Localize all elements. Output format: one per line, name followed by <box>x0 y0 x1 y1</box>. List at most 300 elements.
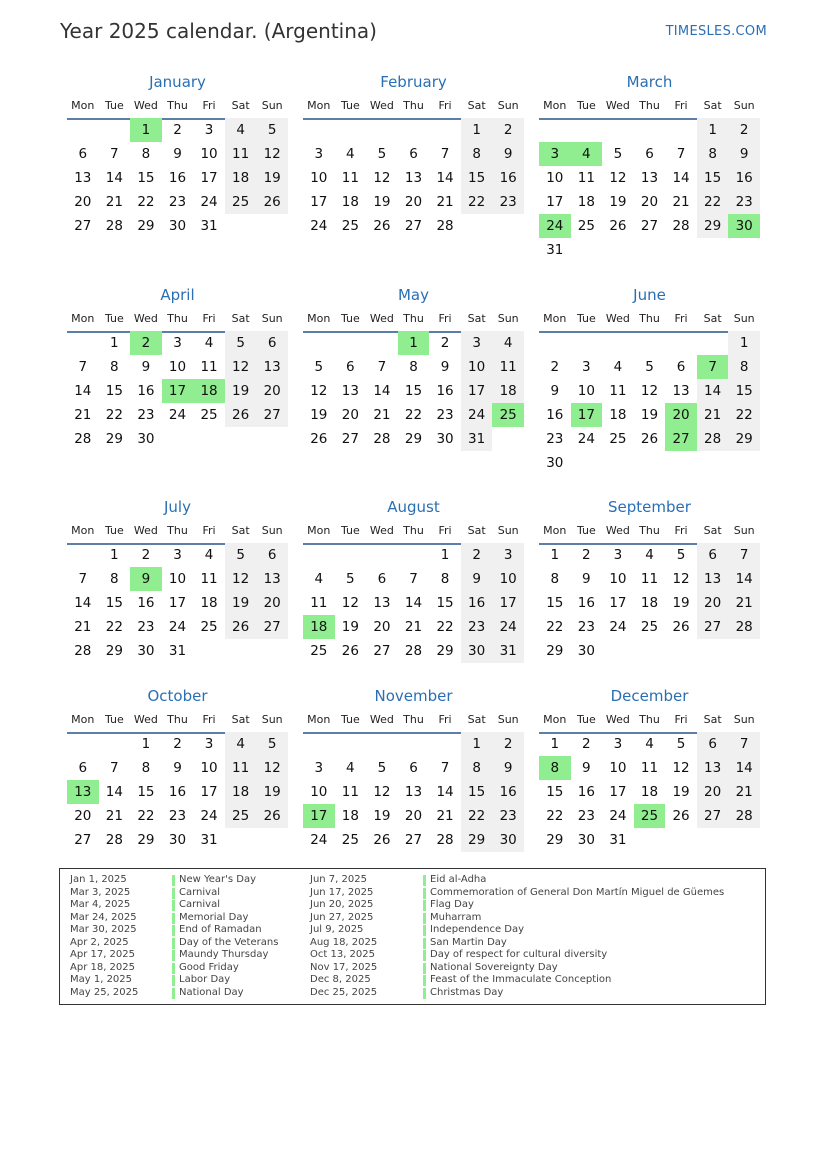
day-cell: 2 <box>550 359 560 375</box>
day-cell: 5 <box>256 732 288 756</box>
day-cell: 5 <box>645 359 654 375</box>
weekday-header: Thu <box>403 312 424 325</box>
holiday-marker <box>423 950 426 961</box>
weekday-header: Thu <box>167 99 188 112</box>
day-cell: 6 <box>676 359 686 375</box>
day-cell: 9 <box>492 756 524 780</box>
day-cell: 27 <box>74 832 92 848</box>
day-cell: 11 <box>225 142 257 166</box>
weekday-header: Fri <box>438 99 452 112</box>
holiday-date: Mar 30, 2025 <box>70 924 137 935</box>
day-cell: 14 <box>404 595 423 611</box>
holiday-name: Commemoration of General Don Martín Miguel de Güemes <box>430 886 725 898</box>
day-cell: 26 <box>225 615 257 639</box>
day-cell: 28 <box>436 832 454 848</box>
day-cell: 16 <box>168 784 187 800</box>
holiday-day-cell: 27 <box>665 427 697 451</box>
day-cell: 15 <box>105 383 123 399</box>
day-cell: 22 <box>461 804 493 828</box>
weekday-header: Sat <box>467 312 486 325</box>
holiday-day-cell: 1 <box>398 331 430 355</box>
holiday-date: Jan 1, 2025 <box>70 874 127 885</box>
day-cell: 25 <box>577 218 595 234</box>
day-cell: 12 <box>256 142 288 166</box>
holiday-day-cell: 1 <box>130 118 162 142</box>
weekday-header: Sun <box>261 713 283 726</box>
holiday-name: Eid al-Adha <box>430 874 487 885</box>
day-cell: 18 <box>577 194 595 210</box>
day-cell: 10 <box>609 760 627 776</box>
day-cell: 4 <box>204 335 214 351</box>
day-cell: 20 <box>256 379 288 403</box>
holiday-day-cell: 25 <box>492 403 524 427</box>
day-cell: 29 <box>137 218 155 234</box>
day-cell: 22 <box>137 194 155 210</box>
day-cell: 29 <box>697 214 729 238</box>
holiday-marker <box>172 963 175 974</box>
day-cell: 1 <box>461 118 493 142</box>
day-cell: 29 <box>546 643 564 659</box>
holiday-name: New Year's Day <box>179 874 257 885</box>
day-cell: 9 <box>173 760 182 776</box>
holiday-date: May 1, 2025 <box>70 974 133 985</box>
day-cell: 23 <box>461 615 493 639</box>
day-cell: 12 <box>225 567 257 591</box>
weekday-header: Mon <box>307 524 331 537</box>
holiday-name: Muharram <box>430 911 482 923</box>
day-cell: 8 <box>110 571 119 587</box>
day-cell: 31 <box>609 832 627 848</box>
day-cell: 4 <box>225 118 257 142</box>
day-cell: 16 <box>137 383 155 399</box>
day-cell: 31 <box>200 218 218 234</box>
day-cell: 7 <box>409 571 418 587</box>
day-cell: 3 <box>173 335 182 351</box>
day-cell: 29 <box>404 431 423 447</box>
holiday-day-cell: 13 <box>67 780 99 804</box>
day-cell: 12 <box>341 595 359 611</box>
day-cell: 23 <box>577 808 595 824</box>
day-cell: 8 <box>141 760 151 776</box>
day-cell: 28 <box>436 218 454 234</box>
day-cell: 3 <box>613 736 623 752</box>
holiday-name: Carnival <box>179 886 220 898</box>
weekday-header: Tue <box>104 524 124 537</box>
day-cell: 10 <box>200 760 218 776</box>
day-cell: 23 <box>137 619 155 635</box>
day-cell: 25 <box>310 643 328 659</box>
day-cell: 20 <box>697 780 729 804</box>
holiday-name: Feast of the Immaculate Conception <box>430 974 612 985</box>
month-name: January <box>149 73 206 91</box>
day-cell: 8 <box>110 359 119 375</box>
day-cell: 18 <box>609 407 627 423</box>
weekday-header: Sun <box>497 99 519 112</box>
day-cell: 31 <box>168 643 187 659</box>
holiday-day-cell: 30 <box>728 214 760 238</box>
day-cell: 11 <box>200 571 218 587</box>
day-cell: 9 <box>461 567 493 591</box>
day-cell: 3 <box>314 146 324 162</box>
holiday-marker <box>172 938 175 949</box>
day-cell: 4 <box>314 571 324 587</box>
day-cell: 10 <box>492 567 524 591</box>
weekday-header: Tue <box>576 312 596 325</box>
weekday-header: Wed <box>605 312 630 325</box>
day-cell: 23 <box>137 407 155 423</box>
day-cell: 12 <box>310 383 328 399</box>
day-cell: 9 <box>728 142 760 166</box>
day-cell: 13 <box>256 355 288 379</box>
weekday-header: Tue <box>576 524 596 537</box>
day-cell: 24 <box>609 808 627 824</box>
weekday-header: Fri <box>202 312 216 325</box>
weekday-header: Wed <box>369 312 394 325</box>
day-cell: 30 <box>577 643 595 659</box>
day-cell: 20 <box>404 194 423 210</box>
header-rule <box>539 331 760 333</box>
day-cell: 21 <box>697 403 729 427</box>
day-cell: 13 <box>404 784 423 800</box>
day-cell: 17 <box>609 595 627 611</box>
day-cell: 13 <box>341 383 359 399</box>
day-cell: 26 <box>225 403 257 427</box>
day-cell: 1 <box>550 736 560 752</box>
weekday-header: Sat <box>703 312 722 325</box>
holiday-name: Independence Day <box>430 924 525 935</box>
day-cell: 21 <box>105 194 123 210</box>
day-cell: 6 <box>78 760 88 776</box>
day-cell: 11 <box>200 359 218 375</box>
weekday-header: Mon <box>71 713 95 726</box>
day-cell: 11 <box>341 784 359 800</box>
day-cell: 1 <box>141 736 151 752</box>
weekday-header: Sun <box>497 713 519 726</box>
holiday-day-cell: 9 <box>130 567 162 591</box>
day-cell: 15 <box>697 166 729 190</box>
weekday-header: Fri <box>674 524 688 537</box>
weekday-header: Thu <box>639 524 660 537</box>
day-cell: 22 <box>105 407 123 423</box>
weekday-header: Thu <box>639 99 660 112</box>
day-cell: 18 <box>225 166 257 190</box>
day-cell: 19 <box>310 407 328 423</box>
day-cell: 15 <box>546 595 564 611</box>
weekday-header: Sun <box>497 312 519 325</box>
day-cell: 17 <box>200 784 218 800</box>
day-cell: 8 <box>440 571 450 587</box>
day-cell: 12 <box>609 170 627 186</box>
weekday-header: Sun <box>261 99 283 112</box>
day-cell: 5 <box>676 547 686 563</box>
day-cell: 14 <box>728 567 760 591</box>
day-cell: 9 <box>440 359 450 375</box>
holiday-name: Flag Day <box>430 899 474 910</box>
day-cell: 9 <box>550 383 560 399</box>
holiday-day-cell: 20 <box>665 403 697 427</box>
day-cell: 16 <box>728 166 760 190</box>
month-name: July <box>164 498 191 516</box>
day-cell: 2 <box>492 732 524 756</box>
day-cell: 7 <box>110 146 119 162</box>
day-cell: 8 <box>461 756 493 780</box>
day-cell: 30 <box>461 639 493 663</box>
day-cell: 24 <box>310 218 328 234</box>
day-cell: 4 <box>225 732 257 756</box>
month-name: December <box>610 687 689 705</box>
holiday-marker <box>423 875 426 886</box>
day-cell: 26 <box>373 832 391 848</box>
day-cell: 7 <box>110 760 119 776</box>
day-cell: 30 <box>546 455 564 471</box>
day-cell: 30 <box>577 832 595 848</box>
day-cell: 6 <box>697 732 729 756</box>
weekday-header: Tue <box>576 713 596 726</box>
day-cell: 1 <box>110 335 119 351</box>
day-cell: 22 <box>546 619 564 635</box>
day-cell: 17 <box>310 194 328 210</box>
weekday-header: Thu <box>167 713 188 726</box>
day-cell: 20 <box>74 194 92 210</box>
day-cell: 12 <box>640 383 659 399</box>
weekday-header: Wed <box>605 99 630 112</box>
holiday-name: Christmas Day <box>430 986 504 998</box>
month-name: November <box>374 687 453 705</box>
holiday-name: Day of respect for cultural diversity <box>430 949 608 960</box>
day-cell: 30 <box>168 832 187 848</box>
day-cell: 3 <box>582 359 591 375</box>
day-cell: 29 <box>137 832 155 848</box>
day-cell: 9 <box>173 146 182 162</box>
weekday-header: Wed <box>605 524 630 537</box>
day-cell: 9 <box>582 760 591 776</box>
weekday-header: Thu <box>167 312 188 325</box>
holiday-marker <box>423 975 426 986</box>
day-cell: 20 <box>640 194 659 210</box>
holiday-date: Jun 27, 2025 <box>310 911 374 923</box>
day-cell: 2 <box>141 547 151 563</box>
day-cell: 13 <box>373 595 391 611</box>
weekday-header: Sat <box>467 524 486 537</box>
day-cell: 11 <box>492 355 524 379</box>
weekday-header: Fri <box>438 713 452 726</box>
holiday-marker <box>423 900 426 911</box>
holiday-day-cell: 7 <box>697 355 729 379</box>
day-cell: 6 <box>409 760 418 776</box>
day-cell: 14 <box>373 383 391 399</box>
day-cell: 23 <box>577 619 595 635</box>
day-cell: 3 <box>204 122 214 138</box>
day-cell: 2 <box>173 122 182 138</box>
weekday-header: Sun <box>733 312 755 325</box>
day-cell: 20 <box>74 808 92 824</box>
day-cell: 11 <box>225 756 257 780</box>
day-cell: 19 <box>640 407 659 423</box>
weekday-header: Fri <box>674 312 688 325</box>
weekday-header: Sun <box>733 713 755 726</box>
day-cell: 27 <box>74 218 92 234</box>
day-cell: 21 <box>436 194 454 210</box>
weekday-header: Mon <box>71 524 95 537</box>
day-cell: 18 <box>341 808 359 824</box>
day-cell: 10 <box>310 170 328 186</box>
day-cell: 25 <box>225 804 257 828</box>
holiday-marker <box>172 988 175 999</box>
holiday-marker <box>172 950 175 961</box>
weekday-header: Sun <box>261 312 283 325</box>
day-cell: 7 <box>78 571 88 587</box>
day-cell: 28 <box>728 804 760 828</box>
day-cell: 21 <box>728 591 760 615</box>
day-cell: 14 <box>74 383 92 399</box>
holiday-day-cell: 17 <box>571 403 603 427</box>
day-cell: 13 <box>672 383 690 399</box>
day-cell: 16 <box>436 383 454 399</box>
day-cell: 20 <box>256 591 288 615</box>
day-cell: 7 <box>78 359 88 375</box>
weekday-header: Thu <box>639 713 660 726</box>
day-cell: 27 <box>256 615 288 639</box>
holiday-marker <box>423 925 426 936</box>
day-cell: 14 <box>74 595 92 611</box>
holiday-date: Jun 20, 2025 <box>310 899 374 910</box>
day-cell: 18 <box>200 595 218 611</box>
day-cell: 11 <box>341 170 359 186</box>
day-cell: 9 <box>141 359 151 375</box>
day-cell: 23 <box>728 190 760 214</box>
weekday-header: Mon <box>307 713 331 726</box>
weekday-header: Tue <box>340 312 360 325</box>
holiday-day-cell: 18 <box>303 615 335 639</box>
weekday-header: Sat <box>467 99 486 112</box>
day-cell: 5 <box>377 146 387 162</box>
holiday-name: Carnival <box>179 899 220 910</box>
day-cell: 28 <box>105 218 123 234</box>
day-cell: 6 <box>346 359 355 375</box>
day-cell: 9 <box>492 142 524 166</box>
month-name: September <box>608 498 691 516</box>
day-cell: 1 <box>110 547 119 563</box>
weekday-header: Wed <box>369 524 394 537</box>
day-cell: 7 <box>728 543 760 567</box>
weekday-header: Thu <box>403 99 424 112</box>
day-cell: 22 <box>546 808 564 824</box>
day-cell: 26 <box>640 431 659 447</box>
day-cell: 4 <box>346 760 355 776</box>
day-cell: 16 <box>577 595 595 611</box>
holiday-list <box>59 868 766 1005</box>
day-cell: 31 <box>492 639 524 663</box>
day-cell: 2 <box>582 736 591 752</box>
day-cell: 11 <box>577 170 595 186</box>
holiday-name: Memorial Day <box>179 911 249 923</box>
holiday-marker <box>423 888 426 899</box>
day-cell: 7 <box>440 760 450 776</box>
day-cell: 11 <box>640 571 659 587</box>
day-cell: 19 <box>256 166 288 190</box>
weekday-header: Wed <box>133 713 158 726</box>
day-cell: 16 <box>168 170 187 186</box>
day-cell: 2 <box>728 118 760 142</box>
day-cell: 30 <box>137 643 155 659</box>
day-cell: 17 <box>609 784 627 800</box>
weekday-header: Mon <box>307 99 331 112</box>
day-cell: 5 <box>676 736 686 752</box>
day-cell: 24 <box>310 832 328 848</box>
day-cell: 31 <box>546 242 564 258</box>
day-cell: 24 <box>168 407 187 423</box>
day-cell: 16 <box>546 407 564 423</box>
day-cell: 12 <box>373 170 391 186</box>
day-cell: 22 <box>728 403 760 427</box>
day-cell: 4 <box>613 359 623 375</box>
day-cell: 1 <box>550 547 560 563</box>
holiday-date: Jul 9, 2025 <box>310 924 364 935</box>
weekday-header: Fri <box>674 99 688 112</box>
day-cell: 2 <box>492 118 524 142</box>
day-cell: 8 <box>141 146 151 162</box>
day-cell: 23 <box>168 808 187 824</box>
day-cell: 5 <box>225 331 257 355</box>
weekday-header: Tue <box>104 312 124 325</box>
day-cell: 3 <box>204 736 214 752</box>
holiday-day-cell: 17 <box>303 804 335 828</box>
day-cell: 31 <box>461 427 493 451</box>
day-cell: 17 <box>492 591 524 615</box>
weekday-header: Thu <box>639 312 660 325</box>
day-cell: 18 <box>640 784 659 800</box>
day-cell: 28 <box>697 427 729 451</box>
day-cell: 18 <box>492 379 524 403</box>
weekday-header: Sat <box>231 99 250 112</box>
month-name: April <box>160 286 195 304</box>
day-cell: 17 <box>546 194 564 210</box>
weekday-header: Fri <box>202 99 216 112</box>
month-name: March <box>626 73 673 91</box>
holiday-marker <box>423 938 426 949</box>
day-cell: 24 <box>492 615 524 639</box>
holiday-date: Apr 17, 2025 <box>70 949 136 960</box>
weekday-header: Sat <box>467 713 486 726</box>
day-cell: 4 <box>204 547 214 563</box>
holiday-date: Nov 17, 2025 <box>310 961 378 973</box>
day-cell: 16 <box>492 780 524 804</box>
day-cell: 30 <box>492 828 524 852</box>
day-cell: 24 <box>200 808 218 824</box>
holiday-name: Labor Day <box>179 974 231 985</box>
holiday-name: Maundy Thursday <box>179 949 269 960</box>
day-cell: 21 <box>404 619 423 635</box>
day-cell: 29 <box>728 427 760 451</box>
holiday-day-cell: 2 <box>130 331 162 355</box>
day-cell: 28 <box>404 643 423 659</box>
holiday-name: San Martin Day <box>430 936 507 948</box>
day-cell: 6 <box>256 331 288 355</box>
day-cell: 27 <box>697 615 729 639</box>
brand-link[interactable]: TIMESLES.COM <box>665 24 767 39</box>
day-cell: 27 <box>697 804 729 828</box>
weekday-header: Mon <box>71 99 95 112</box>
day-cell: 8 <box>728 355 760 379</box>
weekday-header: Tue <box>576 99 596 112</box>
day-cell: 17 <box>200 170 218 186</box>
day-cell: 27 <box>373 643 391 659</box>
holiday-date: Apr 2, 2025 <box>70 936 129 948</box>
day-cell: 2 <box>582 547 591 563</box>
day-cell: 18 <box>341 194 359 210</box>
day-cell: 31 <box>200 832 218 848</box>
day-cell: 29 <box>546 832 564 848</box>
